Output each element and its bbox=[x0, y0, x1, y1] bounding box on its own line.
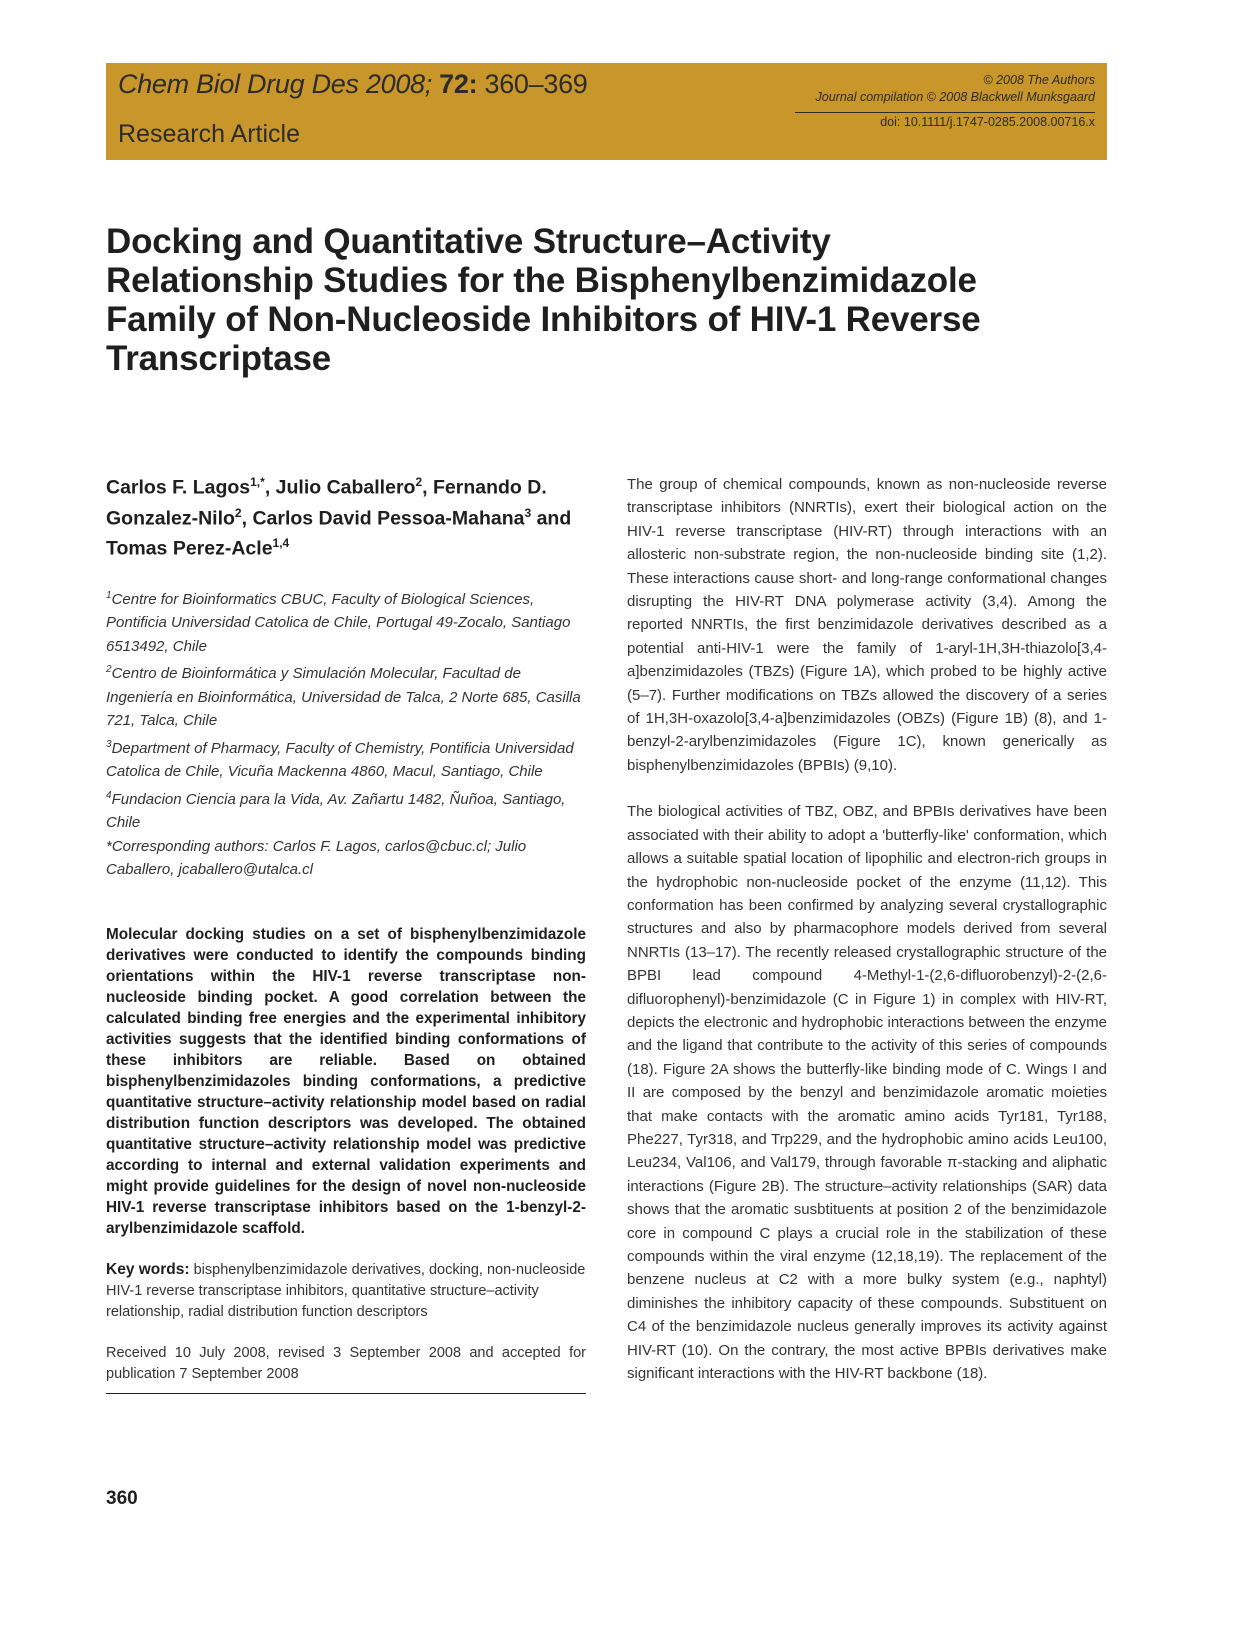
section-divider bbox=[106, 1393, 586, 1394]
keywords bbox=[106, 1259, 586, 1323]
author-affiliation-mark: 2 bbox=[415, 475, 423, 489]
affiliation-text: Centro de Bioinformática y Simulación Molecular, Facultad de Ingeniería en Bioinformática, Universidad de Talca, 2 Norte 685, Casilla 721, Talca, Chile bbox=[106, 665, 581, 729]
author-separator: , bbox=[241, 507, 253, 529]
affiliation-mark: 2 bbox=[106, 664, 112, 675]
article-type: Research Article bbox=[118, 120, 301, 148]
journal-citation bbox=[118, 69, 588, 100]
author-name: Carlos David Pessoa-Mahana bbox=[252, 507, 525, 529]
affiliation-mark: 1 bbox=[106, 589, 112, 601]
affiliation bbox=[106, 784, 586, 835]
front-matter-column bbox=[106, 470, 586, 1394]
keywords-label: Key words: bbox=[106, 1260, 190, 1278]
author-separator: , bbox=[422, 476, 433, 499]
author-name: Fernando D. Gonzalez-Nilo bbox=[106, 476, 547, 529]
body-paragraph: The biological activities of TBZ, OBZ, and BPBIs derivatives have been associated with their ability to adopt a 'butterfly-like' conformation, which allows a suitable spatial location of lipophilic and electron-rich groups in the hydrophobic non-nucleoside pocket of the enzyme (11,12). This conformation has been confirmed by analyzing several crystallographic structures and also by pharmacophore models derived from several NNRTIs (13–17). The recently released crystallographic structure of the BPBI lead compound 4-Methyl-1-(2,6-difluorobenzyl)-2-(2,6-difluorophenyl)-benzimidazole (C in Figure 1) in complex with HIV-RT, depicts the electronic and hydrophobic interactions between the enzyme and the ligand that contribute to the activity of this series of compounds (18). Figure 2A shows the butterfly-like binding mode of C. Wings I and II are composed by the benzyl and benzimidazole aromatic moieties that make contacts with the aromatic amino acids Tyr181, Tyr188, Phe227, Tyr318, and Trp229, and the hydrophobic amino acids Leu100, Leu234, Val106, and Val179, through favorable π-stacking and aliphatic interactions (Figure 2B). The structure–activity relationships (SAR) data shows that the aromatic susbtituents at position 2 of the benzimidazole core in compound C plays a crucial role in the stabilization of these compounds within the viral enzyme (12,18,19). The replacement of the benzene nucleus at C2 with a more bulky system (e.g., naphtyl) diminishes the inhibitory capacity of these compounds. Substituent on C4 of the benzimidazole nucleus generally improves its activity against HIV-RT (10). On the contrary, the most active BPBIs derivatives make significant interactions with the HIV-RT backbone (18). bbox=[627, 803, 1107, 1383]
abstract: Molecular docking studies on a set of bisphenylbenzimidazole derivatives were conducted to identify the compounds binding orientations within the HIV-1 reverse transcriptase non-nucleoside binding pocket. A good correlation between the calculated binding free energies and the experimental inhibitory activities suggests that the identified binding conformations of these inhibitors are reliable. Based on obtained bisphenylbenzimidazoles binding conformations, a predictive quantitative structure–activity relationship model based on radial distribution function descriptors was developed. The obtained quantitative structure–activity relationship model was predictive according to internal and external validation experiments and might provide guidelines for the design of novel non-nucleoside HIV-1 reverse transcriptase inhibitors based on the 1-benzyl-2-arylbenzimidazole scaffold. bbox=[106, 925, 586, 1237]
affiliation-text: Fundacion Ciencia para la Vida, Av. Zañartu 1482, Ñuñoa, Santiago, Chile bbox=[106, 790, 566, 831]
affiliation-text: Department of Pharmacy, Faculty of Chemistry, Pontificia Universidad Catolica de Chile, Vicuña Mackenna 4860, Macul, Santiago, Chile bbox=[106, 739, 574, 780]
author-affiliation-mark: 1,* bbox=[250, 475, 265, 489]
affiliation bbox=[106, 584, 586, 659]
affiliation bbox=[106, 733, 586, 784]
affiliation-text: Centre for Bioinformatics CBUC, Faculty of Biological Sciences, Pontificia Universidad Catolica de Chile, Portugal 49-Zocalo, Santiago 6513492, Chile bbox=[106, 590, 571, 655]
article-title: Docking and Quantitative Structure–Activity Relationship Studies for the Bisphenylbenzimidazole Family of Non-Nucleoside Inhibitors of HIV-1 Reverse Transcriptase bbox=[106, 222, 981, 378]
affiliation-mark: 4 bbox=[106, 789, 112, 801]
journal-pages: 360–369 bbox=[484, 69, 588, 99]
author-name: Tomas Perez-Acle bbox=[106, 537, 273, 560]
body-text-column bbox=[627, 473, 1107, 1408]
author-affiliation-mark: 2 bbox=[234, 505, 242, 520]
affiliation-mark: 3 bbox=[106, 738, 112, 750]
affiliation bbox=[106, 658, 586, 733]
author-separator: and bbox=[531, 507, 572, 529]
author-list bbox=[106, 470, 586, 562]
affiliation-list bbox=[106, 584, 586, 882]
keywords-text: bisphenylbenzimidazole derivatives, docking, non-nucleoside HIV-1 reverse transcriptase inhibitors, quantitative structure–activity relationship, radial distribution function descriptors bbox=[106, 1261, 586, 1320]
author-separator: , bbox=[264, 476, 276, 499]
journal-volume: 72: bbox=[439, 69, 478, 99]
body-paragraph: The group of chemical compounds, known as non-nucleoside reverse transcriptase inhibitors (NNRTIs), exert their biological action on the HIV-1 reverse transcriptase (HIV-RT) through interactions with an allosteric non-substrate region, the non-nucleoside binding site (1,2). These interactions cause short- and long-range conformational changes disrupting the HIV-RT DNA polymerase activity (3,4). Among the reported NNRTIs, the first benzimidazole derivatives described as a potential anti-HIV-1 were the family of 1-aryl-1H,3H-thiazolo[3,4-a]benzimidazoles (TBZs) (Figure 1A), which probed to be highly active (5–7). Further modifications on TBZs allowed the discovery of a series of 1H,3H-oxazolo[3,4-a]benzimidazoles (OBZs) (Figure 1B) (8), and 1-benzyl-2-arylbenzimidazoles (Figure 1C), known generically as bisphenylbenzimidazoles (BPBIs) (9,10). bbox=[627, 476, 1107, 774]
copyright-notice bbox=[765, 72, 1095, 106]
author-name: Carlos F. Lagos bbox=[106, 476, 251, 499]
author-affiliation-mark: 1,4 bbox=[272, 536, 290, 550]
page-number: 360 bbox=[106, 1488, 138, 1509]
copyright-line-2: Journal compilation © 2008 Blackwell Munksgaard bbox=[815, 90, 1095, 104]
received-dates: Received 10 July 2008, revised 3 September 2008 and accepted for publication 7 September 2008 bbox=[106, 1344, 586, 1382]
doi[interactable]: doi: 10.1111/j.1747-0285.2008.00716.x bbox=[795, 112, 1095, 129]
copyright-line-1: © 2008 The Authors bbox=[983, 73, 1095, 87]
author-name: Julio Caballero bbox=[275, 476, 416, 499]
corresponding-author-note: *Corresponding authors: Carlos F. Lagos, carlos@cbuc.cl; Julio Caballero, jcaballero@utalca.cl bbox=[106, 837, 527, 878]
journal-header-band bbox=[106, 63, 1107, 160]
author-affiliation-mark: 3 bbox=[524, 505, 532, 520]
journal-name: Chem Biol Drug Des 2008; bbox=[118, 69, 432, 99]
